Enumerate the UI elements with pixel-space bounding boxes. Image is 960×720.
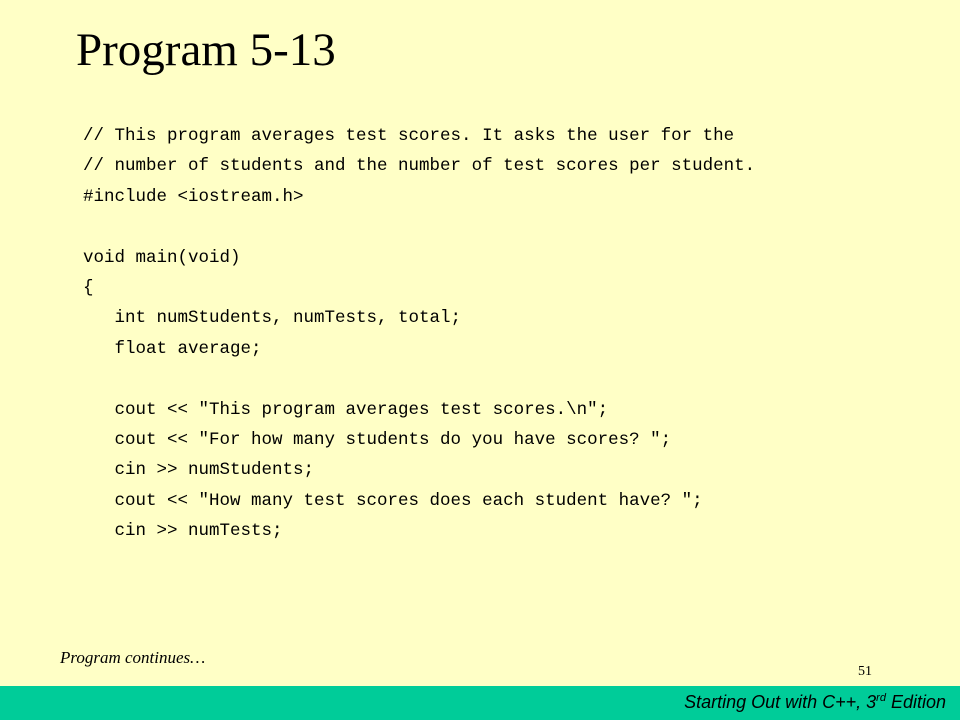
code-line: void main(void) — [83, 247, 241, 268]
code-line: // number of students and the number of test scores per student. — [83, 156, 756, 177]
code-line: #include <iostream.h> — [83, 186, 304, 207]
code-line: cout << "How many test scores does each student have? "; — [83, 490, 703, 511]
code-line: cin >> numTests; — [83, 521, 283, 542]
code-line: int numStudents, numTests, total; — [83, 308, 462, 329]
code-line — [83, 212, 943, 242]
book-title-prefix: Starting Out with C++, 3 — [684, 692, 877, 712]
code-line: cout << "This program averages test scores.\n"; — [83, 399, 609, 420]
code-line: float average; — [83, 338, 262, 359]
program-continues-note: Program continues… — [60, 648, 206, 667]
page-number: 51 — [858, 664, 872, 679]
code-line: cout << "For how many students do you have scores? "; — [83, 429, 672, 450]
code-line: { — [83, 277, 94, 298]
code-block — [83, 121, 943, 546]
book-title-suffix: Edition — [885, 692, 946, 712]
book-title — [684, 692, 946, 713]
code-line — [83, 364, 943, 394]
code-line: // This program averages test scores. It asks the user for the — [83, 126, 735, 146]
code-line: cin >> numStudents; — [83, 460, 315, 481]
slide-title: Program 5-13 — [76, 24, 336, 76]
edition-superscript: rd — [876, 692, 886, 704]
footer-bar — [0, 686, 960, 720]
